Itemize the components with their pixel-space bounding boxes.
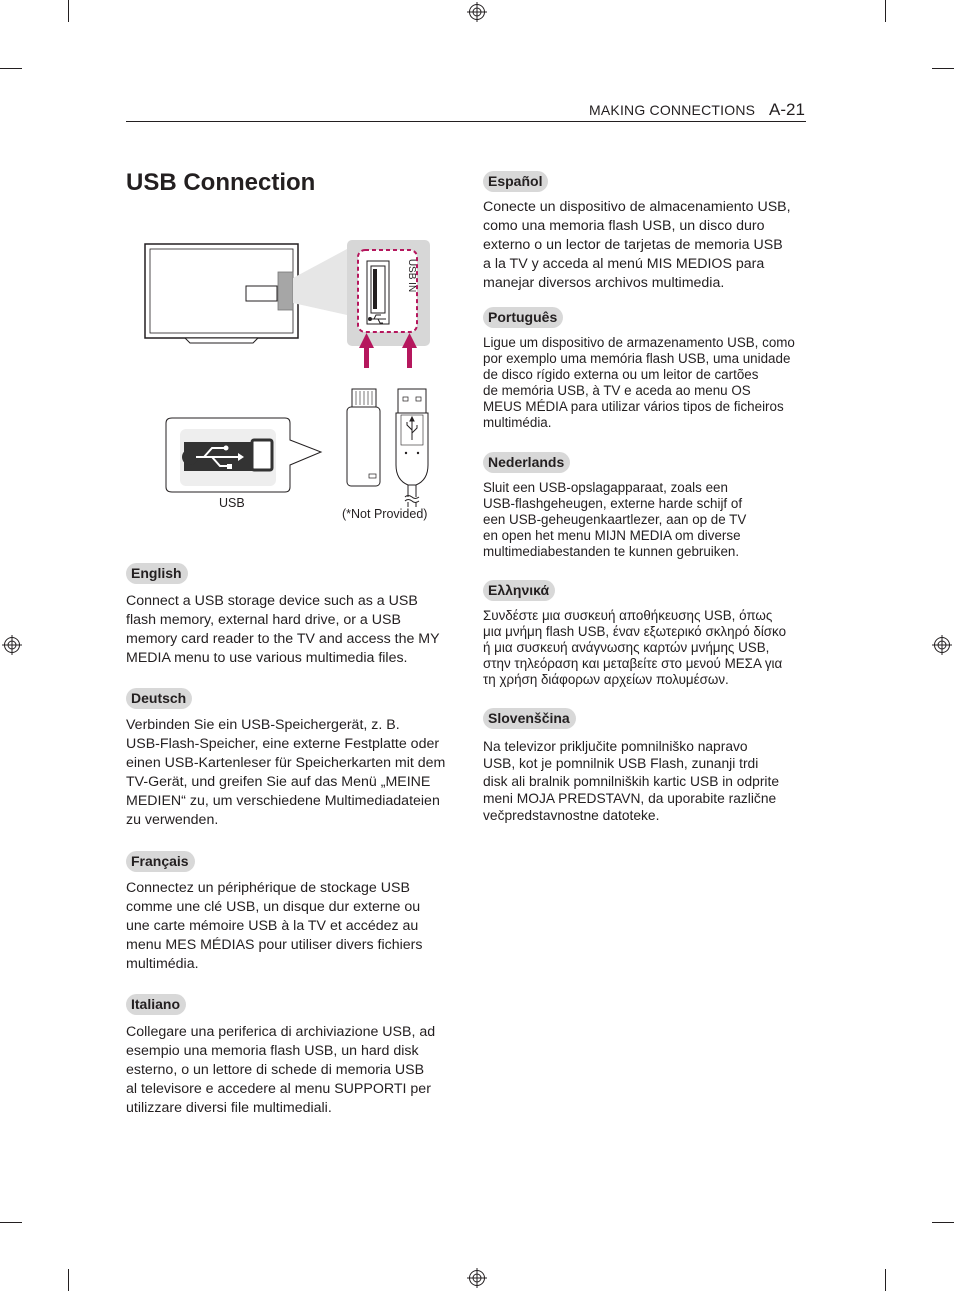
body-portugues — [483, 335, 813, 431]
registration-mark-icon — [467, 1268, 487, 1288]
usb-port-zoom — [347, 240, 430, 346]
crop-mark — [0, 68, 22, 69]
usb-caption: USB — [219, 496, 245, 510]
body-text: Verbinden Sie ein USB-Speichergerät, z. B. USB-Flash-Speicher, eine externe Festplatte oder einen USB-Kartenleser für Speicherkarten mit dem TV-Gerät, und greifen Sie auf das Menü „MEINE MEDIEN“ zu, um verschiedene Multimediadateien zu verwenden. — [126, 717, 446, 829]
body-text: Na televizor priključite pomnilniško napravo USB, kot je pomnilnik USB Flash, zunanji trdi disk ali bralnik pomnilniških kartic USB in odprite meni MOJA PREDSTAVN, da uporabite različne večpredstavnostne datoteke. — [483, 739, 779, 824]
crop-mark — [68, 1269, 69, 1291]
crop-mark — [68, 0, 69, 22]
lang-tag-espanol: Español — [483, 171, 548, 192]
body-text: Connectez un périphérique de stockage USB comme une clé USB, un disque dur externe ou une carte mémoire USB à la TV et accédez au menu MES MÉDIAS pour utiliser divers fichiers multimédia. — [126, 880, 423, 973]
usb-cable-icon — [396, 389, 428, 507]
lang-tag-italiano: Italiano — [126, 994, 186, 1015]
body-deutsch — [126, 716, 456, 831]
flash-drive-icon — [347, 389, 380, 486]
body-text: Συνδέστε μια συσκευή αποθήκευσης USB, όπως μια μνήμη flash USB, έναν εξωτερικό σκληρό δίσκο ή μια συσκευή ανάγνωσης καρτών μνήμης USB, στην τηλεόραση και μεταβείτε στο μενού ΜΕΣΑ για τη χρήση διάφορων αρχείων πολυμέσων. — [483, 608, 787, 687]
crop-mark — [932, 68, 954, 69]
page-number: A-21 — [769, 100, 805, 119]
lang-tag-ellinika: Ελληνικά — [483, 580, 555, 601]
tv-icon — [145, 244, 298, 343]
header-rule — [126, 121, 806, 122]
registration-mark-icon — [2, 635, 22, 655]
body-ellinika — [483, 608, 818, 688]
body-text: Ligue um dispositivo de armazenamento USB, como por exemplo uma memória flash USB, uma unidade de disco rígido externa ou um leitor de cartões de memória USB, à TV e aceda ao menu OS MEUS MÉDIA para utilizar vários tipos de ficheiros multimédia. — [483, 335, 795, 430]
diagram-graphic — [140, 235, 440, 530]
crop-mark — [885, 1269, 886, 1291]
registration-mark-icon — [467, 2, 487, 22]
page-title: USB Connection — [126, 169, 316, 196]
lang-tag-portugues: Português — [483, 307, 563, 328]
registration-mark-icon — [932, 635, 952, 655]
body-francais — [126, 879, 456, 974]
zoom-beam — [293, 249, 347, 315]
body-espanol — [483, 198, 813, 293]
crop-mark — [0, 1222, 22, 1223]
body-slovenscina — [483, 738, 813, 824]
usb-side-port-callout — [166, 418, 321, 492]
lang-tag-deutsch: Deutsch — [126, 688, 192, 709]
body-nederlands — [483, 480, 813, 560]
body-english — [126, 592, 456, 668]
body-text: Sluit een USB-opslagapparaat, zoals een USB-flashgeheugen, externe harde schijf of een USB-geheugenkaartlezer, aan op de TV en open het menu MIJN MEDIA om diverse multimediabestanden te kunnen gebruiken. — [483, 480, 747, 559]
lang-tag-english: English — [126, 563, 188, 584]
header-section: MAKING CONNECTIONS — [589, 102, 756, 118]
body-text: Connect a USB storage device such as a USB flash memory, external hard drive, or a USB memory card reader to the TV and access the MY MEDIA menu to use various multimedia files. — [126, 593, 440, 667]
not-provided-caption: (*Not Provided) — [342, 507, 428, 521]
body-italiano — [126, 1023, 456, 1118]
body-text: Collegare una periferica di archiviazione USB, ad esempio una memoria flash USB, un hard disk esterno, o un lettore di schede di memoria USB al televisore e accedere al menu SUPPORTI per utilizzare diversi file multimediali. — [126, 1024, 436, 1117]
body-text: Conecte un dispositivo de almacenamiento USB, como una memoria flash USB, un disco duro externo o un lector de tarjetas de memoria USB a la TV y acceda al menú MIS MEDIOS para manejar diversos archivos multimedia. — [483, 199, 791, 292]
lang-tag-slovenscina: Slovenščina — [483, 708, 576, 729]
usb-in-port-label: USB IN — [406, 258, 418, 293]
crop-mark — [932, 1222, 954, 1223]
crop-mark — [885, 0, 886, 22]
usb-connection-diagram — [140, 235, 440, 530]
lang-tag-francais: Français — [126, 851, 195, 872]
lang-tag-nederlands: Nederlands — [483, 452, 570, 473]
